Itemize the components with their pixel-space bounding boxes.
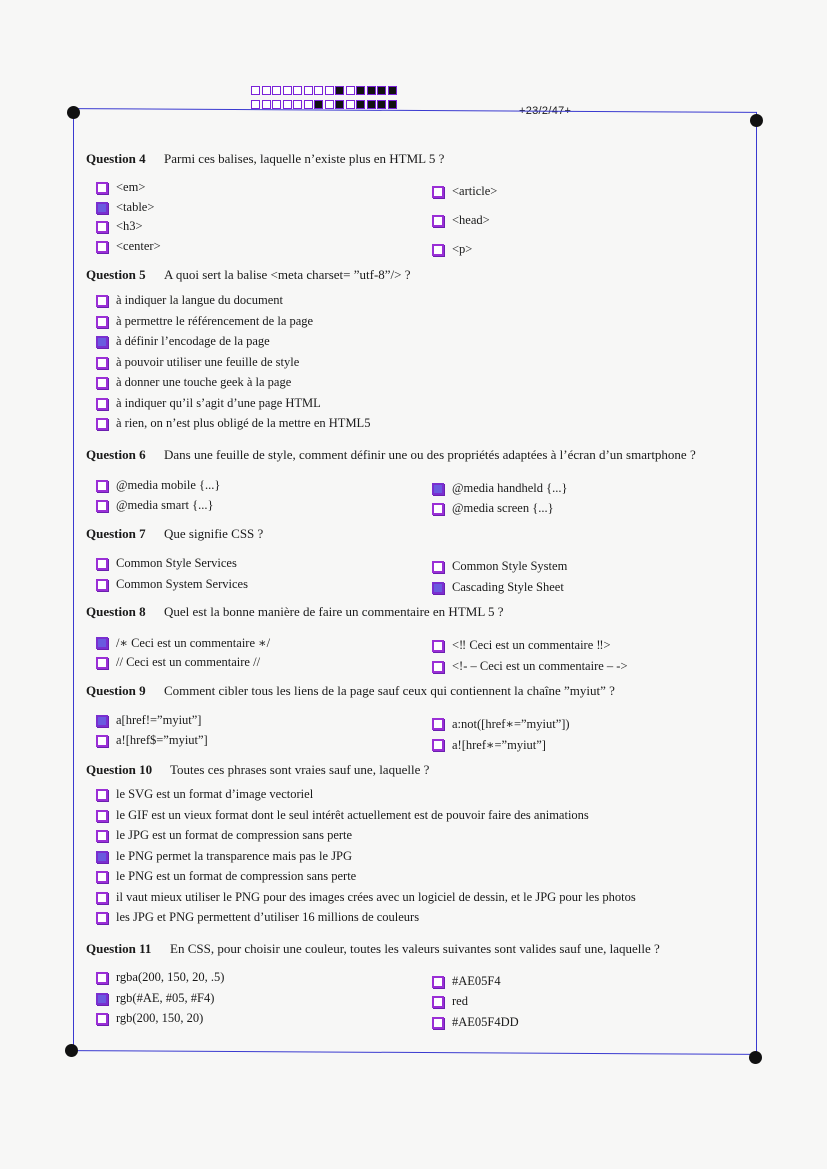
barcode-cell: [304, 86, 313, 95]
checkbox[interactable]: [96, 657, 108, 669]
question-text: Quel est la bonne manière de faire un commentaire en HTML 5 ?: [164, 604, 504, 619]
barcode-cell: [346, 100, 355, 109]
checkbox[interactable]: [96, 500, 108, 512]
answer-option[interactable]: [96, 375, 291, 390]
answer-option[interactable]: [432, 659, 628, 674]
answer-option[interactable]: [96, 180, 145, 195]
barcode-cell: [367, 100, 376, 109]
option-label: le PNG est un format de compression sans perte: [116, 869, 357, 883]
checkbox[interactable]: [432, 582, 444, 594]
option-label: <!- – Ceci est un commentaire – ->: [452, 659, 628, 673]
checkbox[interactable]: [96, 398, 108, 410]
question-8-heading: [86, 604, 504, 620]
answer-option[interactable]: [96, 991, 214, 1006]
option-label: <p>: [452, 242, 473, 256]
option-label: @media mobile {...}: [116, 478, 221, 492]
option-label: à permettre le référencement de la page: [116, 314, 314, 328]
answer-option[interactable]: [432, 580, 564, 595]
checkbox[interactable]: [96, 202, 108, 214]
question-text: Dans une feuille de style, comment définir une ou des propriétés adaptées à l’écran d’un smartphone ?: [164, 447, 696, 462]
option-label: #AE05F4: [452, 974, 501, 988]
barcode-cell: [283, 86, 292, 95]
corner-mark-top-right: [750, 114, 763, 127]
option-label: Common Style Services: [116, 556, 237, 570]
checkbox[interactable]: [432, 244, 444, 256]
checkbox[interactable]: [432, 561, 444, 573]
question-4-heading: [86, 151, 444, 167]
option-label: @media smart {...}: [116, 498, 214, 512]
answer-option[interactable]: [96, 498, 213, 513]
option-label: le GIF est un vieux format dont le seul intérêt actuellement est de pouvoir faire des animations: [116, 808, 589, 822]
checkbox[interactable]: [96, 715, 108, 727]
barcode-cell: [356, 86, 365, 95]
checkbox[interactable]: [96, 993, 108, 1005]
checkbox[interactable]: [432, 640, 444, 652]
checkbox[interactable]: [432, 215, 444, 227]
option-label: rgba(200, 150, 20, .5): [116, 970, 225, 984]
answer-option[interactable]: [96, 970, 224, 985]
option-label: Common Style System: [452, 559, 568, 573]
option-label: à donner une touche geek à la page: [116, 375, 292, 389]
checkbox[interactable]: [96, 830, 108, 842]
answer-option[interactable]: [96, 334, 270, 349]
barcode-cell: [272, 86, 281, 95]
option-label: il vaut mieux utiliser le PNG pour des images crées avec un logiciel de dessin, et le JPG pour les photos: [116, 890, 636, 904]
option-label: à indiquer la langue du document: [116, 293, 283, 307]
option-label: les JPG et PNG permettent d’utiliser 16 millions de couleurs: [116, 910, 420, 924]
checkbox[interactable]: [96, 579, 108, 591]
checkbox[interactable]: [432, 976, 444, 988]
checkbox[interactable]: [432, 718, 444, 730]
checkbox[interactable]: [432, 186, 444, 198]
option-label: <em>: [116, 180, 146, 194]
page-code-label: +23/2/47+: [519, 105, 572, 117]
answer-option[interactable]: [96, 890, 636, 905]
option-label: à pouvoir utiliser une feuille de style: [116, 355, 300, 369]
option-label: #AE05F4DD: [452, 1015, 519, 1029]
option-label: @media screen {...}: [452, 501, 554, 515]
answer-option[interactable]: [96, 733, 208, 748]
question-number: Question 10: [86, 762, 153, 777]
answer-option[interactable]: [432, 716, 570, 732]
question-text: Que signifie CSS ?: [164, 526, 264, 541]
option-label: <‼ Ceci est un commentaire ‼>: [452, 638, 611, 652]
barcode-cell: [293, 86, 302, 95]
answer-option[interactable]: [96, 416, 370, 431]
answer-option[interactable]: [432, 501, 554, 516]
option-label: red: [452, 994, 468, 1008]
barcode-cell: [388, 100, 397, 109]
option-label: a:not([href∗=”myiut”]): [452, 717, 570, 731]
answer-option[interactable]: [96, 577, 248, 592]
option-label: à définir l’encodage de la page: [116, 334, 270, 348]
question-text: En CSS, pour choisir une couleur, toutes les valeurs suivantes sont valides sauf une, laquelle ?: [170, 941, 660, 956]
barcode-cell: [356, 100, 365, 109]
option-label: <article>: [452, 184, 498, 198]
checkbox[interactable]: [96, 241, 108, 253]
barcode-cell: [293, 100, 302, 109]
checkbox[interactable]: [96, 851, 108, 863]
option-label: /∗ Ceci est un commentaire ∗/: [116, 636, 271, 650]
question-number: Question 7: [86, 526, 146, 541]
question-10-heading: [86, 762, 429, 778]
question-7-heading: [86, 526, 263, 542]
checkbox[interactable]: [432, 483, 444, 495]
checkbox[interactable]: [96, 912, 108, 924]
question-9-heading: [86, 683, 615, 699]
checkbox[interactable]: [96, 480, 108, 492]
option-label: @media handheld {...}: [452, 481, 568, 495]
checkbox[interactable]: [432, 661, 444, 673]
question-number: Question 6: [86, 447, 146, 462]
checkbox[interactable]: [96, 295, 108, 307]
question-number: Question 8: [86, 604, 146, 619]
answer-option[interactable]: [96, 787, 313, 802]
answer-option[interactable]: [96, 655, 260, 670]
option-label: a![href∗=”myiut”]: [452, 738, 546, 752]
option-label: Cascading Style Sheet: [452, 580, 564, 594]
checkbox[interactable]: [96, 182, 108, 194]
option-label: rgb(#AE, #05, #F4): [116, 991, 215, 1005]
question-text: Toutes ces phrases sont vraies sauf une, laquelle ?: [170, 762, 430, 777]
checkbox[interactable]: [96, 221, 108, 233]
question-11-heading: [86, 941, 660, 957]
answer-option[interactable]: [96, 478, 220, 493]
option-label: // Ceci est un commentaire //: [116, 655, 261, 669]
barcode-cell: [335, 100, 344, 109]
checkbox[interactable]: [96, 735, 108, 747]
barcode-cell: [304, 100, 313, 109]
answer-option[interactable]: [96, 200, 154, 215]
barcode-row-2: [251, 100, 398, 109]
answer-option[interactable]: [432, 481, 568, 496]
answer-option[interactable]: [96, 808, 589, 823]
option-label: a[href!=”myiut”]: [116, 713, 202, 727]
barcode-cell: [346, 86, 355, 95]
barcode-cell: [335, 86, 344, 95]
question-text: Parmi ces balises, laquelle n’existe plus en HTML 5 ?: [164, 151, 445, 166]
barcode-cell: [314, 86, 323, 95]
answer-option[interactable]: [96, 849, 352, 864]
answer-option[interactable]: [96, 828, 352, 843]
answer-option[interactable]: [432, 242, 472, 257]
answer-option[interactable]: [96, 314, 313, 329]
barcode-cell: [251, 100, 260, 109]
question-number: Question 11: [86, 941, 152, 956]
checkbox[interactable]: [432, 503, 444, 515]
option-label: <h3>: [116, 219, 143, 233]
option-label: le PNG permet la transparence mais pas le JPG: [116, 849, 353, 863]
question-5-heading: [86, 267, 411, 283]
question-number: Question 5: [86, 267, 146, 282]
answer-option[interactable]: [432, 184, 497, 199]
answer-option[interactable]: [432, 1015, 519, 1030]
corner-mark-top-left: [67, 106, 80, 119]
checkbox[interactable]: [96, 558, 108, 570]
answer-option[interactable]: [96, 1011, 203, 1026]
answer-option[interactable]: [96, 239, 161, 254]
barcode-cell: [377, 100, 386, 109]
question-text: A quoi sert la balise <meta charset= ”utf-8”/> ?: [164, 267, 411, 282]
answer-option[interactable]: [96, 219, 143, 234]
option-label: à rien, on n’est plus obligé de la mettre en HTML5: [116, 416, 371, 430]
option-label: a![href$=”myiut”]: [116, 733, 208, 747]
barcode-cell: [262, 86, 271, 95]
checkbox[interactable]: [96, 1013, 108, 1025]
option-label: le SVG est un format d’image vectoriel: [116, 787, 314, 801]
question-number: Question 9: [86, 683, 146, 698]
answer-option[interactable]: [96, 713, 201, 728]
checkbox[interactable]: [96, 871, 108, 883]
answer-option[interactable]: [96, 355, 299, 370]
answer-option[interactable]: [96, 635, 270, 651]
option-label: <table>: [116, 200, 155, 214]
checkbox[interactable]: [96, 892, 108, 904]
checkbox[interactable]: [432, 996, 444, 1008]
question-number: Question 4: [86, 151, 146, 166]
answer-option[interactable]: [96, 910, 419, 925]
option-label: à indiquer qu’il s’agit d’une page HTML: [116, 396, 321, 410]
barcode-cell: [262, 100, 271, 109]
barcode-cell: [388, 86, 397, 95]
barcode-cell: [367, 86, 376, 95]
answer-option[interactable]: [96, 869, 356, 884]
answer-option[interactable]: [96, 293, 283, 308]
answer-option[interactable]: [432, 213, 490, 228]
answer-option[interactable]: [432, 559, 567, 574]
barcode-cell: [283, 100, 292, 109]
answer-option[interactable]: [432, 974, 501, 989]
checkbox[interactable]: [96, 357, 108, 369]
barcode-cell: [272, 100, 281, 109]
answer-option[interactable]: [96, 396, 321, 411]
barcode-cell: [314, 100, 323, 109]
corner-mark-bottom-left: [65, 1044, 78, 1057]
question-6-heading: [86, 447, 696, 463]
option-label: Common System Services: [116, 577, 248, 591]
option-label: rgb(200, 150, 20): [116, 1011, 204, 1025]
question-text: Comment cibler tous les liens de la page sauf ceux qui contiennent la chaîne ”myiut” ?: [164, 683, 615, 698]
checkbox[interactable]: [96, 377, 108, 389]
checkbox[interactable]: [96, 789, 108, 801]
answer-option[interactable]: [432, 638, 611, 653]
corner-mark-bottom-right: [749, 1051, 762, 1064]
barcode-row-1: [251, 86, 398, 95]
checkbox[interactable]: [96, 972, 108, 984]
answer-option[interactable]: [432, 737, 546, 753]
checkbox[interactable]: [96, 418, 108, 430]
barcode-cell: [325, 86, 334, 95]
option-label: <center>: [116, 239, 161, 253]
option-label: <head>: [452, 213, 490, 227]
checkbox[interactable]: [432, 739, 444, 751]
checkbox[interactable]: [96, 336, 108, 348]
checkbox[interactable]: [96, 810, 108, 822]
option-label: le JPG est un format de compression sans perte: [116, 828, 353, 842]
answer-option[interactable]: [96, 556, 237, 571]
barcode-cell: [251, 86, 260, 95]
checkbox[interactable]: [96, 316, 108, 328]
barcode-cell: [325, 100, 334, 109]
barcode-cell: [377, 86, 386, 95]
answer-option[interactable]: [432, 994, 468, 1009]
checkbox[interactable]: [96, 637, 108, 649]
checkbox[interactable]: [432, 1017, 444, 1029]
